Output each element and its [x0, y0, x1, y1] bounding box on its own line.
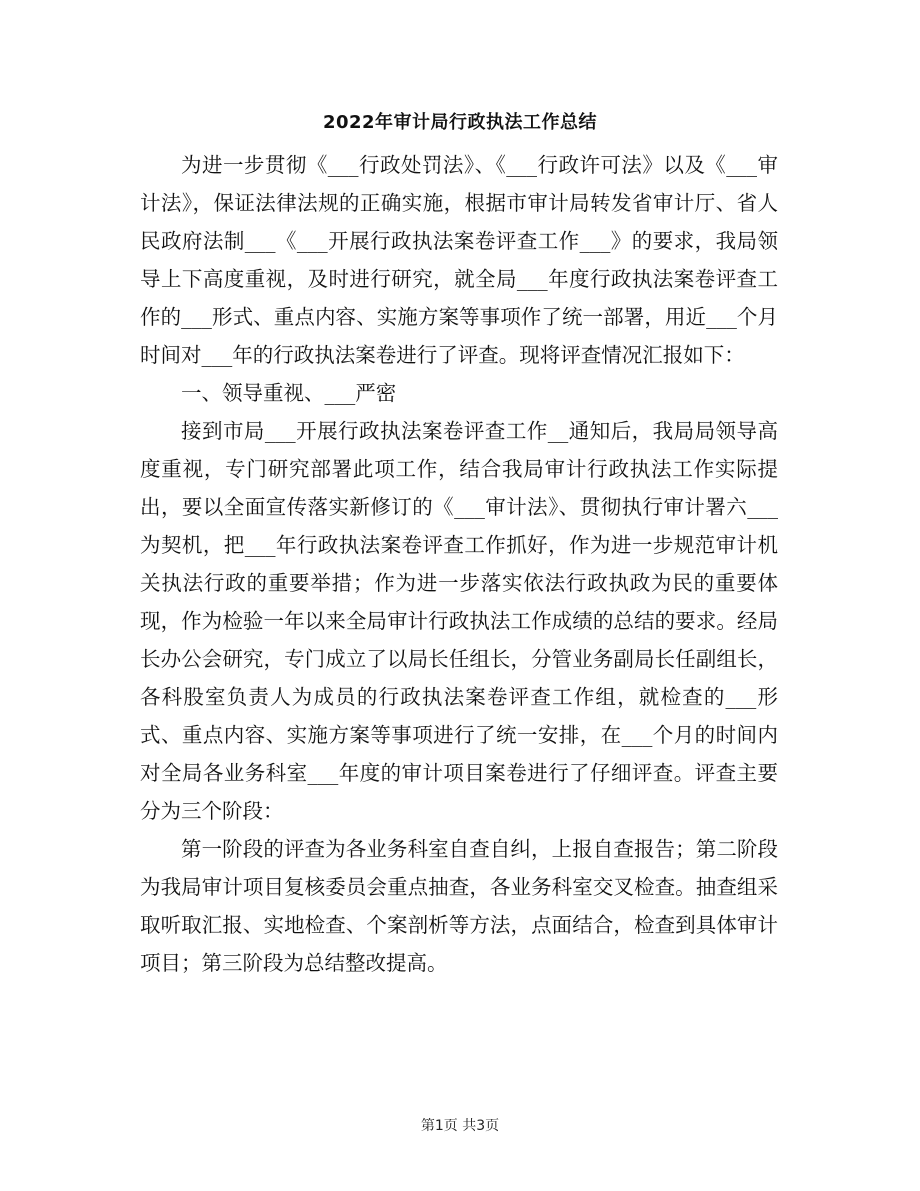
document-title: 2022年审计局行政执法工作总结: [322, 112, 598, 133]
section-heading: 一、领导重视、___严密: [181, 381, 397, 405]
page-number: 第1页 共3页: [420, 1118, 500, 1134]
intro-paragraph: 为进一步贯彻《___行政处罚法》、《___行政许可法》以及《___审计法》，保证法律法规的正确实施，根据市审计局转发省审计厅、省人民政府法制___《___开展行政执法案卷评查工作___》的要求，我局领导上下高度重视，及时进行研究，就全局___年度行政执法案卷评查工作的___形式、重点内容、实施方案等事项作了统一部署，用近___个月时间对___年的行政执法案卷进行了评查。现将评查情况汇报如下：: [140, 153, 778, 367]
document-body: [140, 146, 778, 982]
body-paragraph: 接到市局___开展行政执法案卷评查工作__通知后，我局局领导高度重视，专门研究部署此项工作，结合我局审计行政执法工作实际提出，要以全面宣传落实新修订的《___审计法》、贯彻执行审计署六___为契机，把___年行政执法案卷评查工作抓好，作为进一步规范审计机关执法行政的重要举措；作为进一步落实依法行政执政为民的重要体现，作为检验一年以来全局审计行政执法工作成绩的总结的要求。经局长办公会研究，专门成立了以局长任组长，分管业务副局长任副组长，各科股室负责人为成员的行政执法案卷评查工作组，就检查的___形式、重点内容、实施方案等事项进行了统一安排，在___个月的时间内对全局各业务科室___年度的审计项目案卷进行了仔细评查。评查主要分为三个阶段：: [140, 419, 778, 823]
stages-paragraph: 第一阶段的评查为各业务科室自查自纠，上报自查报告；第二阶段为我局审计项目复核委员会重点抽查，各业务科室交叉检查。抽查组采取听取汇报、实地检查、个案剖析等方法，点面结合，检查到具体审计项目；第三阶段为总结整改提高。: [140, 837, 778, 975]
